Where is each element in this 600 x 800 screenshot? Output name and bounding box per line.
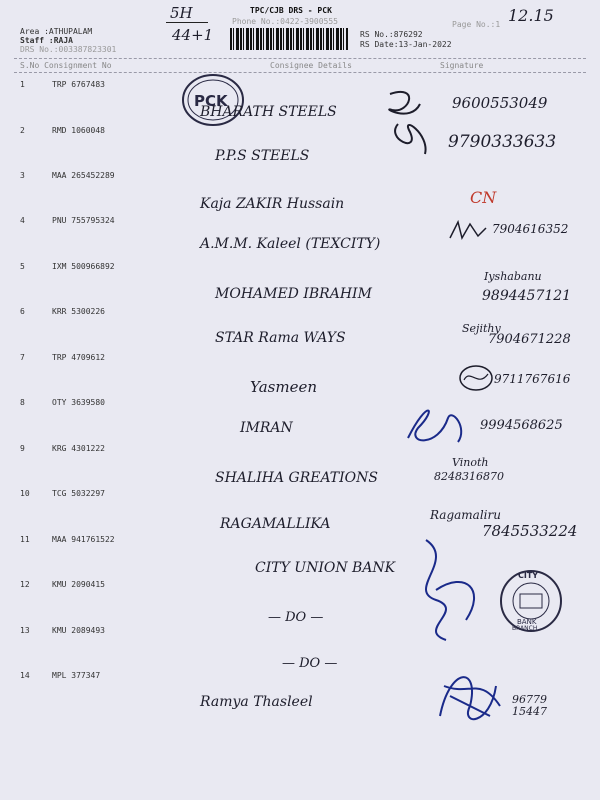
column-consignee: Consignee Details [270,61,352,70]
row-9-number: 9 [20,444,25,453]
row-13-number: 13 [20,626,30,635]
signature-scribble-7 [456,360,496,396]
row-7-consignee: Yasmeen [250,378,318,396]
row-6-phone: 7904671228 [488,332,571,347]
row-7-phone: 9711767616 [494,372,571,386]
page-number: Page No.:1 [452,20,501,29]
hw-time: 12.15 [508,6,554,25]
row-2-phone: 9790333633 [448,132,557,152]
row-9-consignee: SHALIHA GREATIONS [215,470,378,486]
row-13-consignment: KMU 2089493 [52,626,105,635]
row-12-number: 12 [20,580,30,589]
header-rule-top [14,58,586,59]
row-2-number: 2 [20,126,25,135]
bank-stamp-branch: BRANCH [512,625,538,632]
row-4-phone: 7904616352 [492,222,569,236]
row-5-phone: 9894457121 [482,288,572,304]
row-10-consignee: RAGAMALLIKA [220,516,331,532]
row-3-consignment: MAA 265452289 [52,171,115,180]
row-14-number: 14 [20,671,30,680]
row-12-consignee: — DO — [268,610,324,625]
row-6-consignee: STAR Rama WAYS [215,330,346,346]
row-5-sig: Iyshabanu [484,270,542,283]
row-14-consignment: MPL 377347 [52,671,101,680]
row-3-number: 3 [20,171,25,180]
row-4-consignee: A.M.M. Kaleel (TEXCITY) [200,236,381,252]
row-3-phone: CN [470,188,497,207]
row-5-number: 5 [20,262,25,271]
column-consignment: S.No Consignment No [20,61,112,70]
row-8-phone: 9994568625 [480,418,563,433]
row-8-number: 8 [20,398,25,407]
pck-stamp-text: PCK [194,92,228,110]
bank-stamp-top: CITY [518,571,539,580]
row-13-consignee: — DO — [282,656,338,671]
row-1-number: 1 [20,80,25,89]
route-title: TPC/CJB DRS - PCK [250,6,332,15]
rs-number: RS No.:876292 [360,30,423,39]
area-label: Area :ATHUPALAM [20,27,93,36]
row-8-consignment: OTY 3639580 [52,398,105,407]
drs-number: DRS No.:003387823301 [20,45,117,54]
row-1-phone: 9600553049 [452,94,548,112]
row-9-sig: Vinoth [452,456,489,469]
signature-scribble-4 [448,218,488,244]
row-5-consignment: IXM 500966892 [52,262,115,271]
signature-scribble-14 [430,656,510,736]
row-8-consignee: IMRAN [240,420,293,436]
row-4-number: 4 [20,216,25,225]
row-5-consignee: MOHAMED IBRAHIM [215,286,372,302]
barcode-image [230,28,348,50]
row-1-consignment: TRP 6767483 [52,80,105,89]
hw-count-bottom: 44+1 [172,26,214,44]
staff-label: Staff :RAJA [20,36,73,45]
row-10-sig: Ragamaliru [430,508,501,522]
row-2-consignment: RMD 1060048 [52,126,105,135]
row-1-consignee: BHARATH STEELS [200,104,337,120]
row-9-consignment: KRG 4301222 [52,444,105,453]
column-signature: Signature [440,61,484,70]
phone-number: Phone No.:0422-3900555 [232,17,338,26]
row-3-consignee: Kaja ZAKIR Hussain [200,196,345,212]
fraction-line [166,22,208,23]
row-10-consignment: TCG 5032297 [52,489,105,498]
row-12-consignment: KMU 2090415 [52,580,105,589]
signature-scribble-11 [396,530,506,650]
signature-scribble-1 [380,84,440,164]
row-10-phone: 7845533224 [482,522,578,540]
row-11-number: 11 [20,535,30,544]
signature-scribble-8[interactable] [398,398,478,452]
row-10-number: 10 [20,489,30,498]
row-2-consignee: P.P.S STEELS [215,148,310,164]
row-9-phone: 8248316870 [434,470,504,483]
row-4-consignment: PNU 755795324 [52,216,115,225]
hw-count-top: 5H [170,4,193,22]
row-6-sig: Sejithy [462,322,501,335]
row-7-consignment: TRP 4709612 [52,353,105,362]
header-rule-bottom [14,72,586,73]
row-14-phone: 96779 15447 [512,693,547,718]
row-14-consignee: Ramya Thasleel [200,694,313,710]
row-7-number: 7 [20,353,25,362]
row-6-consignment: KRR 5300226 [52,307,105,316]
row-11-consignee: CITY UNION BANK [255,560,396,576]
row-11-consignment: MAA 941761522 [52,535,115,544]
row-6-number: 6 [20,307,25,316]
bank-stamp-bottom: BANK [517,618,537,626]
rs-date: RS Date:13-Jan-2022 [360,40,452,49]
